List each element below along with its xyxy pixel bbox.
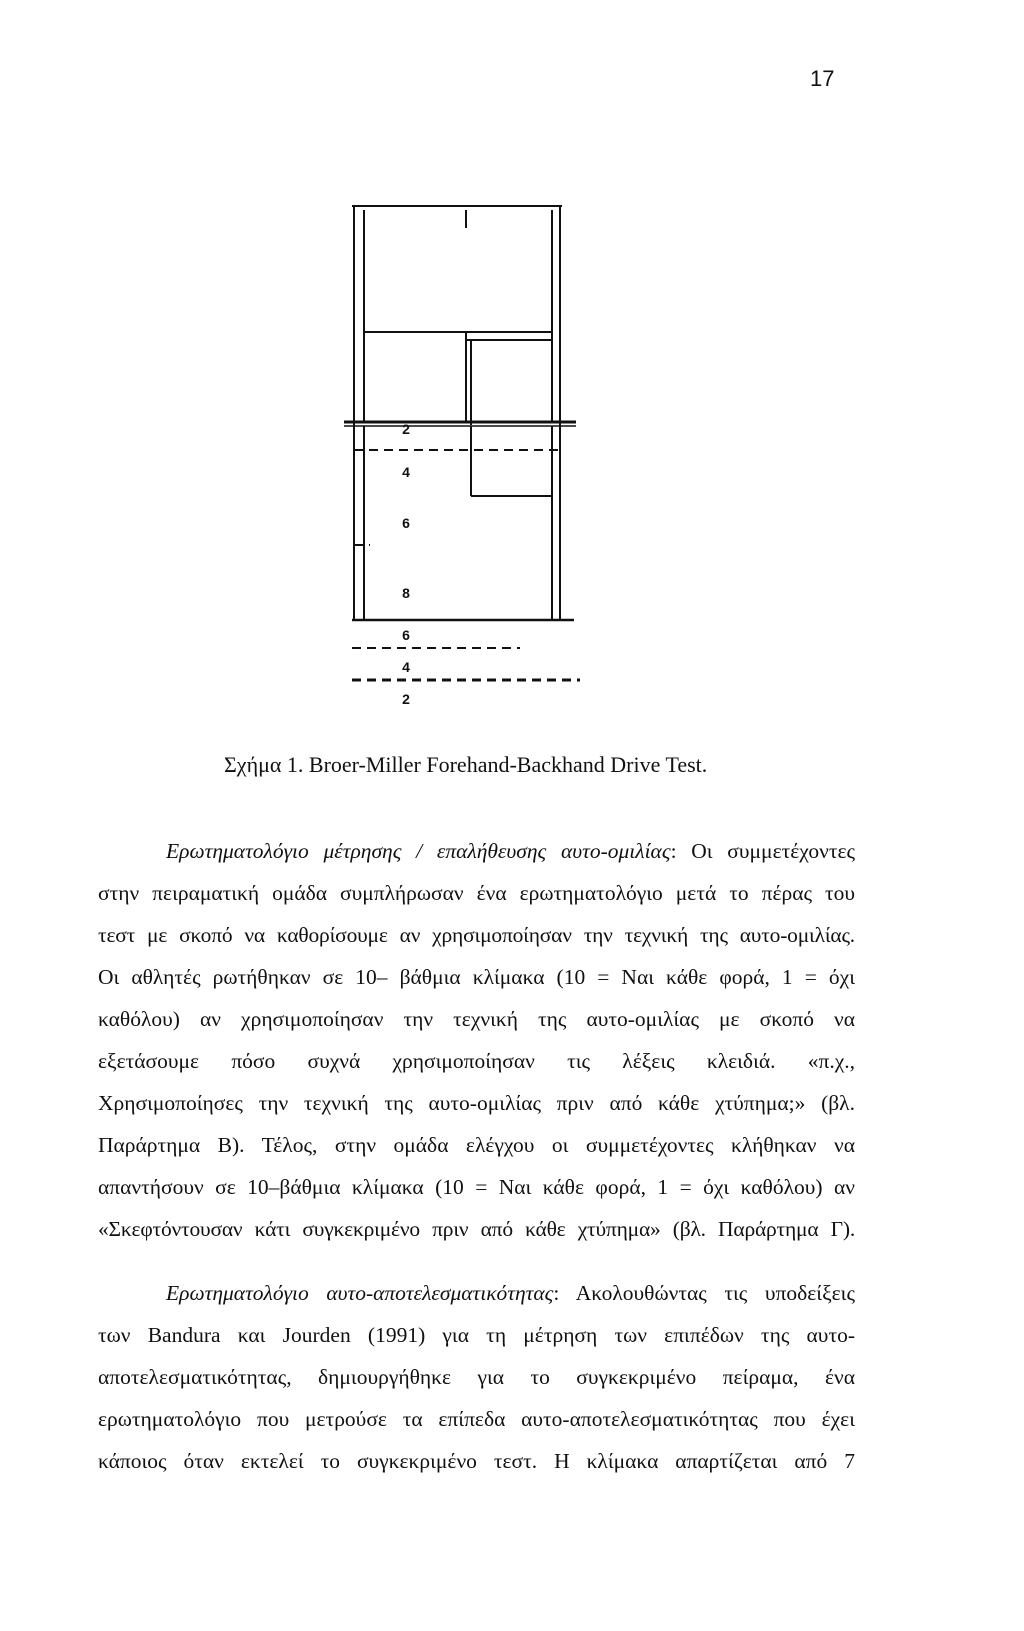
paragraph-line: αποτελεσματικότητας, δημιουργήθηκε για το συγκεκριμένο πείραμα, ένα — [98, 1365, 855, 1389]
paragraph-line: απαντήσουν σε 10–βάθμια κλίμακα (10 = Ναι κάθε φορά, 1 = όχι καθόλου) αν — [98, 1175, 855, 1199]
paragraph-line: καθόλου) αν χρησιμοποίησαν την τεχνική της αυτο-ομιλίας με σκοπό να — [98, 1007, 855, 1031]
paragraph-line: των Bandura και Jourden (1991) για τη μέτρηση των επιπέδων της αυτο- — [98, 1323, 855, 1347]
paragraph-line: Οι αθλητές ρωτήθηκαν σε 10– βάθμια κλίμακα (10 = Ναι κάθε φορά, 1 = όχι — [98, 965, 855, 989]
paragraph-line: ερωτηματολόγιο που μετρούσε τα επίπεδα αυτο-αποτελεσματικότητας που έχει — [98, 1407, 855, 1431]
figure-caption: Σχήμα 1. Broer-Miller Forehand-Backhand Drive Test. — [224, 752, 708, 777]
court-diagram — [330, 200, 610, 745]
paragraph-line: Ερωτηματολόγιο μέτρησης / επαλήθευσης αυτο-ομιλίας: Οι συμμετέχοντες — [166, 839, 856, 863]
paragraph-heading: Ερωτηματολόγιο αυτο-αποτελεσματικότητας — [166, 1281, 554, 1305]
paragraph-line: τεστ με σκοπό να καθορίσουμε αν χρησιμοποίησαν την τεχνική της αυτο-ομιλίας. — [98, 923, 855, 947]
outer-label-6: 6 — [402, 627, 410, 643]
outer-label-4: 4 — [402, 659, 410, 675]
page-number: 17 — [810, 66, 835, 91]
zone-label-2: 2 — [402, 421, 410, 437]
zone-label-8: 8 — [402, 585, 410, 601]
zone-label-4: 4 — [402, 464, 410, 480]
paragraph-line: στην πειραματική ομάδα συμπλήρωσαν ένα ερωτηματολόγιο μετά το πέρας του — [98, 881, 855, 905]
paragraph-line: κάποιος όταν εκτελεί το συγκεκριμένο τεστ. Η κλίμακα απαρτίζεται από 7 — [98, 1449, 855, 1473]
paragraph-line: Ερωτηματολόγιο αυτο-αποτελεσματικότητας: Ακολουθώντας τις υποδείξεις — [166, 1281, 855, 1305]
paragraph-line: «Σκεφτόντουσαν κάτι συγκεκριμένο πριν από κάθε χτύπημα» (βλ. Παράρτημα Γ). — [98, 1217, 855, 1241]
paragraph-line: εξετάσουμε πόσο συχνά χρησιμοποίησαν τις λέξεις κλειδιά. «π.χ., — [98, 1049, 855, 1073]
zone-label-6: 6 — [402, 515, 410, 531]
outer-label-2: 2 — [402, 691, 410, 707]
paragraph-heading: Ερωτηματολόγιο μέτρησης / επαλήθευσης αυτο-ομιλίας — [166, 839, 671, 863]
paragraph-self-efficacy-questionnaire — [98, 1272, 855, 1482]
court-diagram-svg — [330, 200, 610, 745]
paragraph-line: Παράρτημα Β). Τέλος, στην ομάδα ελέγχου οι συμμετέχοντες κλήθηκαν να — [98, 1133, 855, 1157]
paragraph-self-talk-questionnaire — [98, 830, 855, 1250]
paragraph-line: Χρησιμοποίησες την τεχνική της αυτο-ομιλίας πριν από κάθε χτύπημα;» (βλ. — [98, 1091, 855, 1115]
